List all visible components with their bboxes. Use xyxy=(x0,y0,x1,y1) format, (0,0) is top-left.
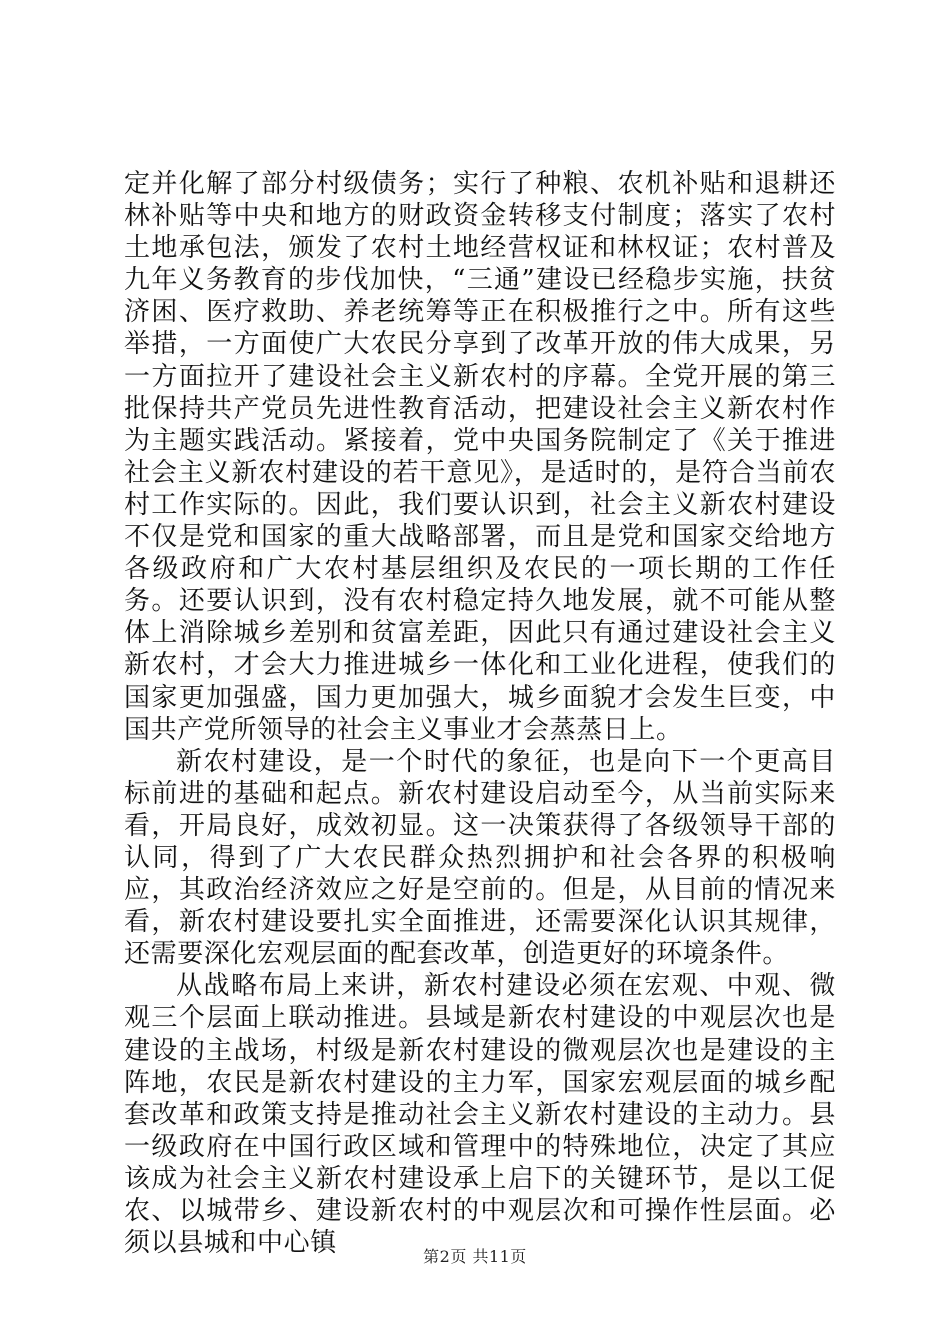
paragraph-3: 从战略布局上来讲，新农村建设必须在宏观、中观、微观三个层面上联动推进。县域是新农村建设的中观层次也是建设的主战场，村级是新农村建设的微观层次也是建设的主阵地，农民是新农村建设的主力军，国家宏观层面的城乡配套改革和政策支持是推动社会主义新农村建设的主动力。县一级政府在中国行政区域和管理中的特殊地位，决定了其应该成为社会主义新农村建设承上启下的关键环节，是以工促农、以城带乡、建设新农村的中观层次和可操作性层面。必须以县城和中心镇 xyxy=(124,971,836,1259)
document-body xyxy=(124,168,836,1259)
paragraph-2: 新农村建设，是一个时代的象征，也是向下一个更高目标前进的基础和起点。新农村建设启动至今，从当前实际来看，开局良好，成效初显。这一决策获得了各级领导干部的认同，得到了广大农民群众热烈拥护和社会各界的积极响应，其政治经济效应之好是空前的。但是，从目前的情况来看，新农村建设要扎实全面推进，还需要深化认识其规律，还需要深化宏观层面的配套改革，创造更好的环境条件。 xyxy=(124,746,836,970)
page-number-footer: 第2页 共11页 xyxy=(423,1247,527,1266)
paragraph-1: 定并化解了部分村级债务；实行了种粮、农机补贴和退耕还林补贴等中央和地方的财政资金转移支付制度；落实了农村土地承包法，颁发了农村土地经营权证和林权证；农村普及九年义务教育的步伐加快，“三通”建设已经稳步实施，扶贫济困、医疗救助、养老统筹等正在积极推行之中。所有这些举措，一方面使广大农民分享到了改革开放的伟大成果，另一方面拉开了建设社会主义新农村的序幕。全党开展的第三批保持共产党员先进性教育活动，把建设社会主义新农村作为主题实践活动。紧接着，党中央国务院制定了《关于推进社会主义新农村建设的若干意见》，是适时的，是符合当前农村工作实际的。因此，我们要认识到，社会主义新农村建设不仅是党和国家的重大战略部署，而且是党和国家交给地方各级政府和广大农村基层组织及农民的一项长期的工作任务。还要认识到，没有农村稳定持久地发展，就不可能从整体上消除城乡差别和贫富差距，因此只有通过建设社会主义新农村，才会大力推进城乡一体化和工业化进程，使我们的国家更加强盛，国力更加强大，城乡面貌才会发生巨变，中国共产党所领导的社会主义事业才会蒸蒸日上。 xyxy=(124,169,836,745)
